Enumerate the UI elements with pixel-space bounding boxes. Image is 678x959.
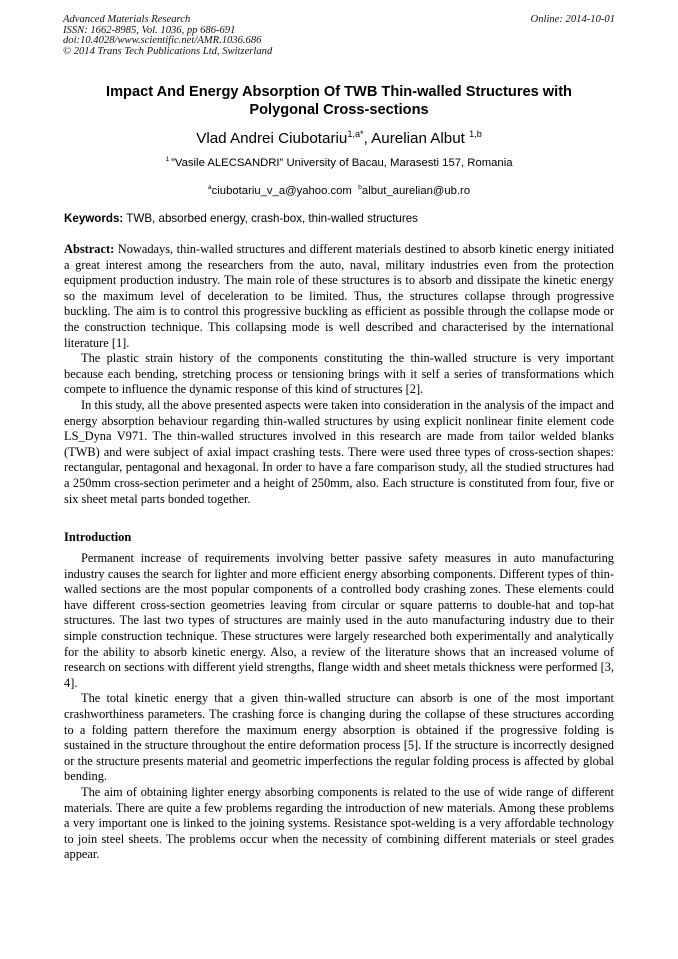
copyright-line: © 2014 Trans Tech Publications Ltd, Switzerland [63, 45, 273, 57]
author-name: Vlad Andrei Ciubotariu [196, 130, 348, 147]
email-mark: b [358, 184, 362, 192]
journal-header [63, 15, 272, 57]
affiliation-mark: 1 [165, 156, 172, 164]
online-date: Online: 2014-10-01 [530, 14, 615, 25]
introduction-paragraph: Permanent increase of requirements involving better passive safety measures in auto manufacturing industry causes the search for lighter and more efficient energy absorbing components. Different types of thin-walled sections are the most popular components of a controlled body crashing zones. These elements could have different cross-section geometries leaving from circular or square patterns to double-hat and top-hat structures. The last two types of structures are mainly used in the auto manufacturing industry due to their simple construction technique. These structures were largely researched both experimentally and analytically for the ability to absorb kinetic energy. Also, a review of the literature shows that an increased volume of research on sections with different yield strengths, flange width and sheet metals thickness were performed [3, 4]. [64, 551, 614, 690]
introduction-paragraph: The aim of obtaining lighter energy absorbing components is related to the use of wide range of different materials. There are quite a few problems regarding the introduction of new materials. Among these problems a very important one is linked to the joining systems. Resistance spot-welding is a very affordable technology to join steel sheets. The problems occur when the necessity of combining different materials or steel grades appear. [64, 784, 614, 862]
keywords-label: Keywords: [64, 212, 124, 225]
journal-name: Advanced Materials Research [63, 14, 191, 25]
author-affiliation-mark: 1,b [469, 128, 482, 139]
author-name: Aurelian Albut [371, 130, 470, 147]
keywords-text: TWB, absorbed energy, crash-box, thin-walled structures [123, 212, 418, 225]
title-line-1: Impact And Energy Absorption Of TWB Thin-walled Structures with [106, 84, 572, 100]
author-separator: , [363, 130, 372, 147]
email-address[interactable]: albut_aurelian@ub.ro [361, 185, 471, 197]
abstract-paragraph [64, 242, 614, 351]
affiliation-text: ”Vasile ALECSANDRI” University of Bacau, Marasesti 157, Romania [171, 157, 513, 169]
author-affiliation-mark: 1,a* [347, 128, 364, 139]
abstract-section [64, 242, 614, 507]
abstract-label: Abstract: [64, 242, 115, 256]
email-list [60, 184, 618, 198]
doi-line[interactable]: doi:10.4028/www.scientific.net/AMR.1036.686 [63, 35, 262, 47]
abstract-paragraph: The plastic strain history of the components constituting the thin-walled structure is very important because each bending, stretching process or tensioning brings with it self a series of transformations which compete to influence the dynamic response of this kind of structures [2]. [64, 351, 614, 397]
abstract-paragraph-text: Nowadays, thin-walled structures and different materials destined to absorb kinetic energy initiated a great interest among the researchers from the auto, naval, military industries even from the protection equipment production industry. The main role of these structures is to absorb and dissipate the kinetic energy so the maximum level of deceleration to be limited. Thus, the structures collapse through progressive buckling. The aim is to control this progressive buckling as efficient as possible through the collapse mode or the construction technique. This collapsing mode is well described and characterised by the international literature [1]. [64, 242, 614, 350]
introduction-section [64, 551, 614, 863]
introduction-paragraph: The total kinetic energy that a given thin-walled structure can absorb is one of the most important crashworthiness parameters. The crashing force is changing during the collapse of these structures according to a folding pattern therefore the maximum energy absorption is obtained if the progressive folding is sustained in the structure throughout the entire deformation process [5]. If the structure is incorrectly designed or the structure presents material and geometric imperfections the regular folding process is affected by global bending. [64, 691, 614, 784]
issn-line: ISSN: 1662-8985, Vol. 1036, pp 686-691 [63, 24, 236, 36]
author-list [60, 130, 618, 148]
paper-title [60, 83, 618, 119]
abstract-paragraph: In this study, all the above presented aspects were taken into consideration in the analysis of the impact and energy absorption behaviour regarding thin-walled structures by using explicit nonlinear finite element code LS_Dyna V971. The thin-walled structures involved in this research are made from tailor welded blanks (TWB) and were subject of axial impact crashing tests. There were used three types of cross-section shapes: rectangular, pentagonal and hexagonal. In order to have a fare comparison study, all the studied structures had a 250mm cross-section perimeter and a height of 250mm, also. Each structure is constituted from four, five or six sheet metal parts bonded together. [64, 397, 614, 506]
email-mark: a [207, 184, 212, 192]
title-line-2: Polygonal Cross-sections [249, 102, 429, 118]
email-address[interactable]: ciubotariu_v_a@yahoo.com [211, 185, 352, 197]
keywords [64, 212, 620, 226]
affiliation [60, 156, 618, 170]
section-heading-introduction: Introduction [64, 530, 132, 544]
